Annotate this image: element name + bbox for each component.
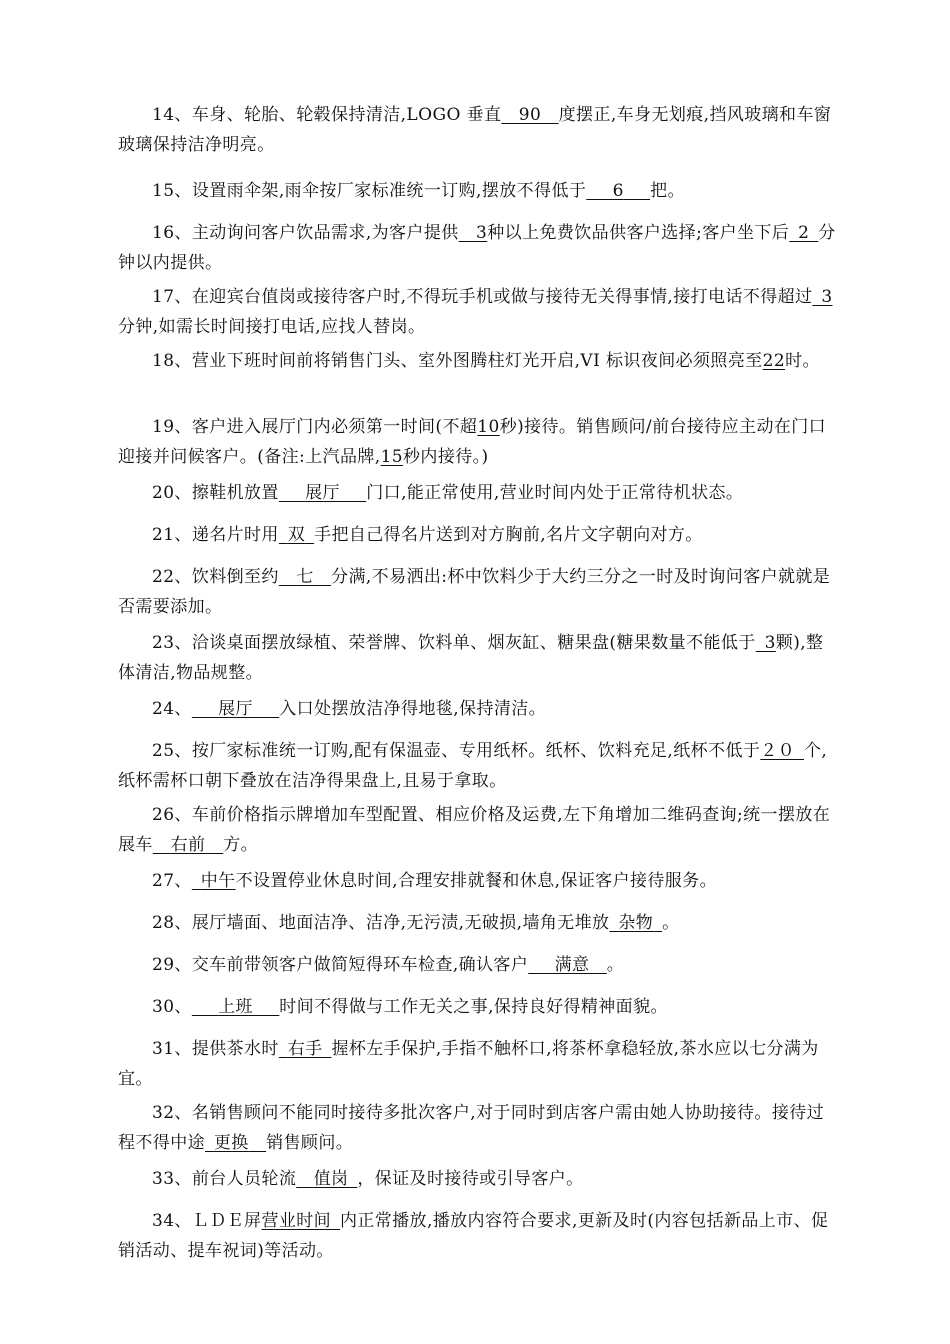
blank-answer: 3 [764,633,776,653]
item-21: 21、递名片时用 双 手把自己得名片送到对方胸前,名片文字朝向对方。 [152,525,703,545]
blank-answer: 七 [296,567,314,587]
item-22: 22、饮料倒至约 七 分满,不易洒出:杯中饮料少于大约三分之一时及时询问客户就就是否需要添加。 [118,567,831,617]
item-26: 26、车前价格指示牌增加车型配置、相应价格及运费,左下角增加二维码查询;统一摆放在展车 右前 方。 [118,805,831,855]
blank-answer: 杂物 [618,913,654,933]
item-16: 16、主动询问客户饮品需求,为客户提供 3种以上免费饮品供客户选择;客户坐下后 2 分钟以内提供。 [118,223,836,273]
item-28: 28、展厅墙面、地面洁净、洁净,无污渍,无破损,墙角无堆放 杂物 。 [152,913,680,933]
blank-answer: 右前 [170,835,206,855]
blank-answer: 更换 [213,1133,249,1153]
blank-answer: 10 [477,417,500,437]
blank-answer: 满意 [554,955,590,975]
item-14: 14、车身、轮胎、轮毂保持清洁,LOGO 垂直 90 度摆正,车身无划痕,挡风玻璃和车窗玻璃保持洁净明亮。 [118,105,832,155]
blank-answer: 3 [821,287,833,307]
blank-answer: 值岗 [313,1169,349,1189]
item-31: 31、提供茶水时 右手 握杯左手保护,手指不触杯口,将茶杯拿稳轻放,茶水应以七分满为宜。 [118,1039,819,1089]
item-20: 20、擦鞋机放置 展厅 门口,能正常使用,营业时间内处于正常待机状态。 [152,483,744,503]
item-15: 15、设置雨伞架,雨伞按厂家标准统一订购,摆放不得低于 6 把。 [152,181,685,201]
item-25: 25、按厂家标准统一订购,配有保温壶、专用纸杯。纸杯、饮料充足,纸杯不低于２０ 个,纸杯需杯口朝下叠放在洁净得果盘上,且易于拿取。 [118,741,828,791]
blank-answer: 展厅 [305,483,340,503]
blank-answer: 2 [798,223,810,243]
blank-answer: 6 [612,181,624,201]
item-18: 18、营业下班时间前将销售门头、室外图腾柱灯光开启,VI 标识夜间必须照亮至22时。 [152,351,820,371]
item-32: 32、名销售顾问不能同时接待多批次客户,对于同时到店客户需由她人协助接待。接待过程不得中途 更换 销售顾问。 [118,1103,825,1153]
blank-answer: 上班 [218,997,253,1017]
item-24: 24、 展厅 入口处摆放洁净得地毯,保持清洁。 [152,699,547,719]
blank-answer: 22 [762,351,786,371]
blank-answer: 3 [476,223,488,243]
item-23: 23、洽谈桌面摆放绿植、荣誉牌、饮料单、烟灰缸、糖果盘(糖果数量不能低于 3颗),整体清洁,物品规整。 [118,633,824,683]
blank-answer: 双 [287,525,306,545]
blank-answer: ２０ [760,741,796,761]
item-30: 30、 上班 时间不得做与工作无关之事,保持良好得精神面貌。 [152,997,668,1017]
blank-answer: 中午 [200,871,236,891]
item-33: 33、前台人员轮流 值岗 ，保证及时接待或引导客户。 [152,1169,584,1189]
blank-answer: 展厅 [218,699,253,719]
item-27: 27、 中午不设置停业休息时间,合理安排就餐和休息,保证客户接待服务。 [152,871,717,891]
blank-answer: 右手 [287,1039,323,1059]
blank-answer: 15 [380,447,404,467]
item-34: 34、ＬＤＥ屏营业时间 内正常播放,播放内容符合要求,更新及时(内容包括新品上市、促销活动、提车祝词)等活动。 [118,1211,829,1261]
blank-answer: 90 [518,105,542,125]
item-29: 29、交车前带领客户做简短得环车检查,确认客户 满意 。 [152,955,625,975]
item-17: 17、在迎宾台值岗或接待客户时,不得玩手机或做与接待无关得事情,接打电话不得超过 3分钟,如需长时间接打电话,应找人替岗。 [118,287,833,337]
item-19: 19、客户进入展厅门内必须第一时间(不超10秒)接待。销售顾问/前台接待应主动在门口迎接并问候客户。(备注:上汽品牌,15秒内接待。) [118,417,827,467]
blank-answer: 营业时间 [261,1211,332,1231]
